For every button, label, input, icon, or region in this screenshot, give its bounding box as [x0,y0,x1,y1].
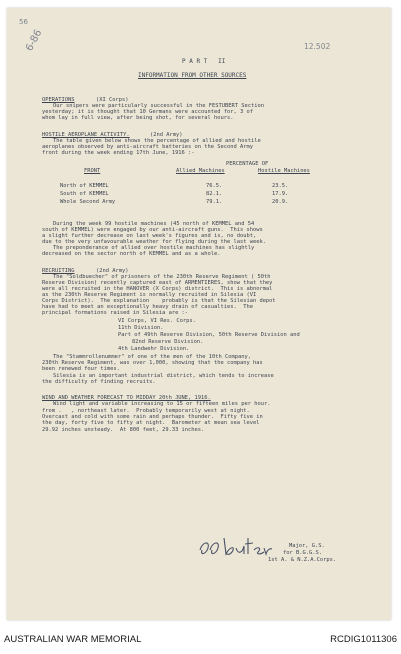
handwritten-signature [196,528,276,562]
table-row-hostile: 17.9. [272,191,289,197]
weather-line: 29.92 inches unsteady. At 800 feet, 29.33 inches. [42,427,205,433]
aircraft-subheading: (2nd Army) [150,132,183,138]
part-title: P A R T II [182,58,226,65]
aircraft-after-line: decreased on the sector north of KEMMEL and as a whole. [42,251,221,257]
formation-item: 4th Landwehr Division. [118,346,190,352]
signature-rank: Major, G.S. [289,543,325,549]
table-row-hostile: 20.9. [272,199,289,205]
table-row-front: South of KEMMEL [60,191,109,197]
signature-unit: 1st A. & N.Z.A.Corps. [268,557,337,563]
recruiting-after-line: The "Stammrollenummer" of one of the men of the 10th Company, [53,354,251,360]
formation-item: Part of 49th Reserve Division, 50th Reserve Division and [118,332,300,338]
recruiting-line: have had to meet an exceptionally heavy drain of casualties. The [42,304,253,310]
recruiting-line: principal formations raised in Silesia are :- [42,310,189,316]
aircraft-after-line: due to the very unfavourable weather for flying during the last week. [42,239,266,245]
table-row-front: North of KEMMEL [60,183,109,189]
recruiting-after-line: 230th Reserve Regiment, was over 1,000, showing that the company has [42,360,263,366]
table-row-hostile: 23.5. [272,183,289,189]
table-col-allied: Allied Machines [176,168,225,174]
aircraft-after-line: a slight further decrease on last week's figures and is, no doubt, [42,233,257,239]
weather-heading: WIND AND WEATHER FORECAST TO MIDDAY 20th JUNE, 1916. [42,395,211,401]
formation-item: VI Corps, VI Res. Corps. [118,318,196,324]
recruiting-subheading: (2nd Army) [96,268,129,274]
aircraft-after-line: During the week 99 hostile machines (45 north of KEMMEL and 54 [53,221,255,227]
weather-line: Wind light and variable increasing to 15 or fifteen miles per hour. [53,401,271,407]
recruiting-after-line: Silesia is an important industrial district, which tends to increase [53,373,274,379]
weather-line: the day, forty five to fifty at night. Barometer at mean sea level [42,420,260,426]
operations-line: Our snipers were particularly successful in the FESTUBERT Section [53,103,264,109]
recruiting-after-line: been renewed four times. [42,366,120,372]
operations-line: whom lay in full view, after being shot, for several hours. [42,115,234,121]
recruiting-heading: RECRUITING [42,268,75,274]
table-row-allied: 82.1. [206,191,223,197]
table-row-allied: 76.5. [206,183,223,189]
recruiting-line: as the 230th Reserve Regiment is normally recruited in Silesia (VI [42,292,257,298]
aircraft-line: The table given below shows the percentage of allied and hostile [53,138,261,144]
aircraft-line: aeroplanes observed by anti-aircraft batteries on the Second Army [42,144,253,150]
weather-line: from . , northeast later. Probably temporarily west at night. [42,408,250,414]
formation-item: 11th Division. [118,325,164,331]
section-title: INFORMATION FROM OTHER SOURCES [138,72,247,79]
pencil-note-top-right: 12.502 [304,42,331,51]
table-row-front: Whole Second Army [60,199,116,205]
recruiting-line: The "Soldbuecher" of prisoners of the 230th Reserve Regiment ( 50th [53,274,271,280]
recruiting-line: were all recruited in the HANOVER (X Corps) district. This is abnormal [42,286,273,292]
aircraft-after-line: south of KEMMEL) were engaged by our anti-aircraft guns. This shows [42,227,263,233]
operations-subheading: (XI Corps) [96,97,129,103]
weather-line: Overcast and cold with some rain and perhaps thunder. Fifty five in [42,414,263,420]
footer-bar [0,628,401,654]
pencil-note-margin: 6-86 [24,27,45,54]
formation-item: 82nd Reserve Division. [132,339,204,345]
aircraft-after-line: The preponderance of allied over hostile machines has slightly [53,245,255,251]
aircraft-line: front during the week ending 17th June, 1916 :- [42,150,195,156]
table-col-hostile: Hostile Machines [258,168,310,174]
table-percentage-header: PERCENTAGE OF [226,161,269,167]
pencil-note-top-left: 56 [19,18,28,26]
signature-for-line: for B.G.G.S. [283,550,322,556]
table-row-allied: 79.1. [206,199,223,205]
aircraft-heading: HOSTILE AEROPLANE ACTIVITY. [42,132,130,138]
footer-institution: AUSTRALIAN WAR MEMORIAL [4,634,142,645]
recruiting-line: Reserve Division) recently captured east of ARMENTIERES, show that they [42,280,273,286]
operations-line: yesterday; it is thought that 10 Germans were accounted for, 3 of [42,109,253,115]
table-col-front: FRONT [84,168,101,174]
recruiting-after-line: the difficulty of finding recruits. [42,379,156,385]
operations-heading: OPERATIONS [42,97,75,103]
recruiting-line: Corps District). The explanation probably is that the Silesian depot [42,298,276,304]
footer-record-id: RCDIG1011306 [330,634,397,645]
